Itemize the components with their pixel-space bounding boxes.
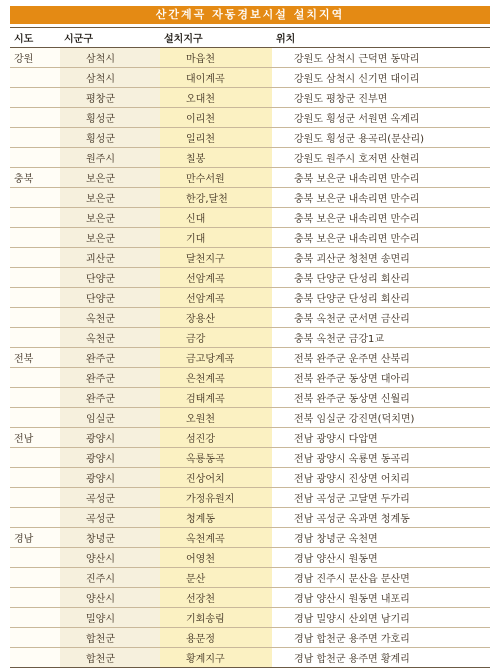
- cell-district: 한강,달천: [160, 188, 272, 208]
- table-row: [10, 408, 490, 428]
- cell-sigungu: 원주시: [60, 148, 160, 168]
- cell-location: 충북 옥천군 군서면 금산리: [272, 308, 490, 328]
- cell-sido: [10, 628, 60, 648]
- cell-location: 전북 임실군 강진면(덕치면): [272, 408, 490, 428]
- table-row: [10, 228, 490, 248]
- cell-location: 경남 양산시 원동면: [272, 548, 490, 568]
- cell-sido: [10, 68, 60, 88]
- header-sigungu: 시군구: [60, 28, 160, 48]
- cell-sigungu: 밀양시: [60, 608, 160, 628]
- cell-sigungu: 진주시: [60, 568, 160, 588]
- cell-district: 금강: [160, 328, 272, 348]
- table-row: [10, 248, 490, 268]
- cell-district: 황계지구: [160, 648, 272, 668]
- cell-location: 경남 진주시 문산읍 문산면: [272, 568, 490, 588]
- table-row: [10, 508, 490, 528]
- cell-sido: 전북: [10, 348, 60, 368]
- cell-location: 경남 창녕군 옥천면: [272, 528, 490, 548]
- table-row: [10, 328, 490, 348]
- cell-district: 달천지구: [160, 248, 272, 268]
- cell-sigungu: 삼척시: [60, 48, 160, 68]
- cell-district: 어영천: [160, 548, 272, 568]
- cell-sigungu: 양산시: [60, 588, 160, 608]
- cell-location: 충북 보은군 내속리면 만수리: [272, 208, 490, 228]
- table-row: [10, 268, 490, 288]
- cell-sigungu: 보은군: [60, 168, 160, 188]
- cell-district: 이리천: [160, 108, 272, 128]
- cell-location: 강원도 횡성군 서원면 옥계리: [272, 108, 490, 128]
- cell-district: 장용산: [160, 308, 272, 328]
- cell-location: 전북 완주군 운주면 산북리: [272, 348, 490, 368]
- cell-location: 충북 보은군 내속리면 만수리: [272, 228, 490, 248]
- cell-sido: [10, 228, 60, 248]
- cell-sido: [10, 328, 60, 348]
- cell-sido: [10, 568, 60, 588]
- cell-sido: [10, 208, 60, 228]
- cell-sigungu: 평창군: [60, 88, 160, 108]
- cell-sigungu: 보은군: [60, 188, 160, 208]
- cell-sigungu: 완주군: [60, 368, 160, 388]
- cell-sigungu: 보은군: [60, 228, 160, 248]
- cell-location: 경남 합천군 용주면 황계리: [272, 648, 490, 668]
- cell-sido: [10, 548, 60, 568]
- cell-sigungu: 광양시: [60, 448, 160, 468]
- cell-location: 충북 단양군 단성리 회산리: [272, 288, 490, 308]
- cell-district: 용문정: [160, 628, 272, 648]
- cell-district: 문산: [160, 568, 272, 588]
- table-row: [10, 588, 490, 608]
- table-row: [10, 48, 490, 68]
- cell-location: 충북 보은군 내속리면 만수리: [272, 168, 490, 188]
- table-title: 산간계곡 자동경보시설 설치지역: [10, 6, 490, 24]
- cell-sido: [10, 608, 60, 628]
- cell-location: 강원도 원주시 호저면 산현리: [272, 148, 490, 168]
- table-row: [10, 208, 490, 228]
- cell-district: 은천계곡: [160, 368, 272, 388]
- cell-sigungu: 광양시: [60, 468, 160, 488]
- table-row: [10, 188, 490, 208]
- cell-district: 일리천: [160, 128, 272, 148]
- cell-location: 강원도 횡성군 용곡리(문산리): [272, 128, 490, 148]
- table-row: [10, 388, 490, 408]
- cell-location: 전남 광양시 다압면: [272, 428, 490, 448]
- table-row: [10, 468, 490, 488]
- cell-district: 기대: [160, 228, 272, 248]
- cell-location: 충북 괴산군 청천면 송면리: [272, 248, 490, 268]
- cell-sido: [10, 128, 60, 148]
- cell-district: 검태계곡: [160, 388, 272, 408]
- cell-location: 전남 곡성군 옥과면 청계동: [272, 508, 490, 528]
- table-row: [10, 548, 490, 568]
- header-location: 위치: [272, 28, 490, 48]
- cell-sido: [10, 488, 60, 508]
- cell-district: 선암계곡: [160, 288, 272, 308]
- cell-sido: 충북: [10, 168, 60, 188]
- table-row: [10, 568, 490, 588]
- cell-sigungu: 곡성군: [60, 508, 160, 528]
- cell-sido: [10, 108, 60, 128]
- cell-district: 섬진강: [160, 428, 272, 448]
- table-row: [10, 108, 490, 128]
- cell-sigungu: 임실군: [60, 408, 160, 428]
- cell-sigungu: 보은군: [60, 208, 160, 228]
- cell-location: 충북 보은군 내속리면 만수리: [272, 188, 490, 208]
- cell-district: 만수서원: [160, 168, 272, 188]
- cell-district: 선장천: [160, 588, 272, 608]
- table-row: [10, 128, 490, 148]
- table-row: [10, 368, 490, 388]
- cell-sigungu: 괴산군: [60, 248, 160, 268]
- cell-location: 충북 단양군 단성리 회산리: [272, 268, 490, 288]
- cell-sigungu: 단양군: [60, 288, 160, 308]
- cell-district: 청계동: [160, 508, 272, 528]
- cell-district: 옥룡동곡: [160, 448, 272, 468]
- cell-sido: [10, 648, 60, 668]
- cell-sido: [10, 288, 60, 308]
- cell-sido: [10, 448, 60, 468]
- cell-location: 전북 완주군 동상면 신월리: [272, 388, 490, 408]
- cell-sigungu: 횡성군: [60, 128, 160, 148]
- header-row: [10, 28, 490, 48]
- cell-sigungu: 완주군: [60, 348, 160, 368]
- table-row: [10, 68, 490, 88]
- cell-sigungu: 단양군: [60, 268, 160, 288]
- table-row: [10, 88, 490, 108]
- table-row: [10, 488, 490, 508]
- cell-location: 경남 밀양시 산외면 남기리: [272, 608, 490, 628]
- cell-sido: 강원: [10, 48, 60, 68]
- cell-sido: [10, 408, 60, 428]
- cell-sido: [10, 588, 60, 608]
- cell-location: 경남 합천군 용주면 가호리: [272, 628, 490, 648]
- cell-location: 전남 곡성군 고달면 두가리: [272, 488, 490, 508]
- cell-sido: [10, 268, 60, 288]
- cell-sido: [10, 188, 60, 208]
- cell-district: 옥천계곡: [160, 528, 272, 548]
- cell-sigungu: 곡성군: [60, 488, 160, 508]
- cell-district: 칠봉: [160, 148, 272, 168]
- table-row: [10, 148, 490, 168]
- table-row: [10, 428, 490, 448]
- cell-sigungu: 광양시: [60, 428, 160, 448]
- cell-district: 오대천: [160, 88, 272, 108]
- cell-location: 전북 완주군 동상면 대아리: [272, 368, 490, 388]
- table-body: [10, 48, 490, 668]
- cell-sigungu: 합천군: [60, 628, 160, 648]
- cell-sigungu: 양산시: [60, 548, 160, 568]
- cell-sigungu: 완주군: [60, 388, 160, 408]
- cell-sido: [10, 148, 60, 168]
- cell-location: 경남 양산시 원동면 내포리: [272, 588, 490, 608]
- cell-sido: [10, 508, 60, 528]
- cell-sigungu: 합천군: [60, 648, 160, 668]
- cell-district: 신대: [160, 208, 272, 228]
- cell-location: 충북 옥천군 금강1교: [272, 328, 490, 348]
- cell-sido: [10, 308, 60, 328]
- cell-sido: 전남: [10, 428, 60, 448]
- cell-sido: [10, 248, 60, 268]
- cell-district: 마읍천: [160, 48, 272, 68]
- cell-sido: [10, 88, 60, 108]
- cell-district: 진상어치: [160, 468, 272, 488]
- cell-sido: [10, 388, 60, 408]
- table-row: [10, 168, 490, 188]
- table-row: [10, 288, 490, 308]
- table-row: [10, 648, 490, 668]
- table-row: [10, 528, 490, 548]
- installation-sites-table: [10, 27, 490, 668]
- table-row: [10, 628, 490, 648]
- cell-district: 가정유원지: [160, 488, 272, 508]
- cell-sido: [10, 368, 60, 388]
- cell-sigungu: 창녕군: [60, 528, 160, 548]
- cell-district: 대이계곡: [160, 68, 272, 88]
- header-sido: 시도: [10, 28, 60, 48]
- cell-location: 전남 광양시 옥룡면 동곡리: [272, 448, 490, 468]
- cell-sido: 경남: [10, 528, 60, 548]
- cell-sigungu: 삼척시: [60, 68, 160, 88]
- cell-district: 오원천: [160, 408, 272, 428]
- cell-sigungu: 옥천군: [60, 328, 160, 348]
- table-row: [10, 608, 490, 628]
- table-row: [10, 348, 490, 368]
- cell-location: 전남 광양시 진상면 어치리: [272, 468, 490, 488]
- header-district: 설치지구: [160, 28, 272, 48]
- table-row: [10, 308, 490, 328]
- cell-sigungu: 횡성군: [60, 108, 160, 128]
- cell-district: 금고당계곡: [160, 348, 272, 368]
- cell-location: 강원도 평창군 진부면: [272, 88, 490, 108]
- cell-district: 선암계곡: [160, 268, 272, 288]
- cell-district: 기회송림: [160, 608, 272, 628]
- cell-sido: [10, 468, 60, 488]
- table-row: [10, 448, 490, 468]
- cell-location: 강원도 삼척시 근덕면 동막리: [272, 48, 490, 68]
- cell-location: 강원도 삼척시 신기면 대이리: [272, 68, 490, 88]
- cell-sigungu: 옥천군: [60, 308, 160, 328]
